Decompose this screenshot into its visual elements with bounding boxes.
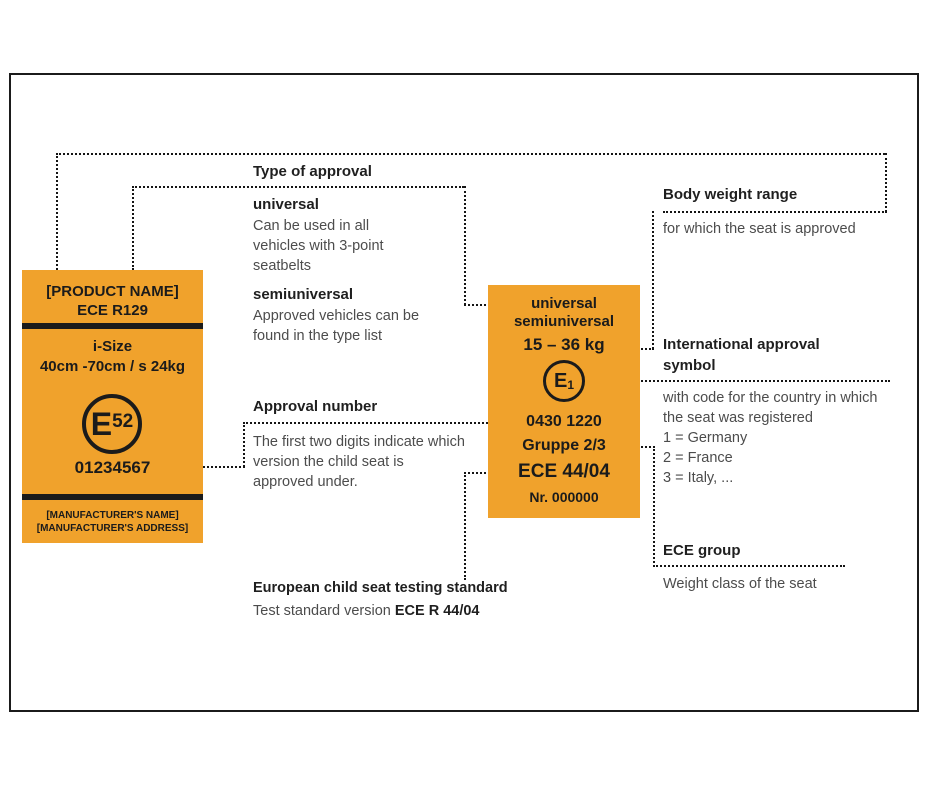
product-name: [PRODUCT NAME]: [46, 283, 179, 300]
label-standard: ECE R129: [77, 302, 148, 319]
e-approval-mark: [82, 394, 142, 454]
testing-standard-version: ECE R 44/04: [394, 603, 480, 619]
connector-line: [243, 422, 245, 467]
heading-body-weight-range: Body weight range: [663, 186, 798, 203]
connector-line: [243, 422, 515, 424]
size-class: i-Size: [92, 338, 133, 355]
type-semiuniversal: semiuniversal: [513, 313, 615, 330]
manufacturer-name: [MANUFACTURER'S NAME]: [46, 510, 179, 521]
weight-range: 15 – 36 kg: [523, 335, 605, 354]
desc-body-weight-range: for which the seat is approved: [663, 221, 856, 237]
country-code-item: 1 = Germany: [663, 430, 748, 446]
connector-line: [464, 186, 466, 305]
desc-universal: Can be used in all vehicles with 3-point seatbelts: [253, 218, 384, 274]
country-code-item: 3 = Italy, ...: [663, 470, 734, 486]
term-semiuniversal: semiuniversal: [253, 286, 354, 303]
type-universal: universal: [531, 295, 597, 312]
divider-bar: [22, 494, 203, 500]
size-range: 40cm -70cm / s 24kg: [39, 358, 186, 375]
term-universal: universal: [253, 196, 319, 213]
connector-line: [132, 186, 134, 270]
i-size-label: [22, 270, 203, 543]
group: Gruppe 2/3: [522, 437, 606, 454]
desc-ece-group: Weight class of the seat: [663, 576, 817, 592]
heading-type-of-approval: Type of approval: [253, 163, 372, 180]
e-mark-code: 1: [567, 378, 575, 392]
connector-line: [653, 446, 655, 567]
e-mark-code: 52: [112, 410, 134, 432]
connector-line: [885, 153, 887, 212]
heading-international-approval-symbol: International approval symbol: [663, 336, 820, 374]
e-mark-letter: E: [90, 406, 113, 442]
divider-bar: [22, 323, 203, 329]
heading-ece-group: ECE group: [663, 542, 741, 559]
serial-number: Nr. 000000: [529, 489, 599, 505]
connector-line: [464, 304, 490, 306]
e-mark-letter: E: [553, 370, 568, 392]
desc-semiuniversal: Approved vehicles can be found in the type list: [253, 308, 420, 344]
desc-approval-number: The first two digits indicate which version the child seat is approved under.: [253, 434, 465, 490]
approval-number: 01234567: [74, 458, 151, 477]
heading-approval-number: Approval number: [253, 398, 378, 415]
testing-standard-prefix: Test standard version: [253, 603, 395, 619]
connector-line: [132, 186, 464, 188]
approval-number: 0430 1220: [526, 413, 602, 430]
ece-4404-label: [488, 285, 640, 518]
desc-testing-standard: [253, 601, 480, 621]
connector-line: [56, 153, 885, 155]
heading-testing-standard: European child seat testing standard: [253, 580, 508, 596]
connector-line: [663, 211, 887, 213]
manufacturer-address: [MANUFACTURER'S ADDRESS]: [36, 523, 189, 534]
country-code-list: [663, 428, 898, 488]
country-code-item: 2 = France: [663, 450, 733, 466]
connector-line: [652, 211, 654, 349]
desc-international-approval-symbol: with code for the country in which the seat was registered: [663, 390, 878, 426]
connector-line: [653, 565, 845, 567]
e-approval-mark: [543, 360, 585, 402]
label-standard: ECE 44/04: [518, 461, 610, 482]
